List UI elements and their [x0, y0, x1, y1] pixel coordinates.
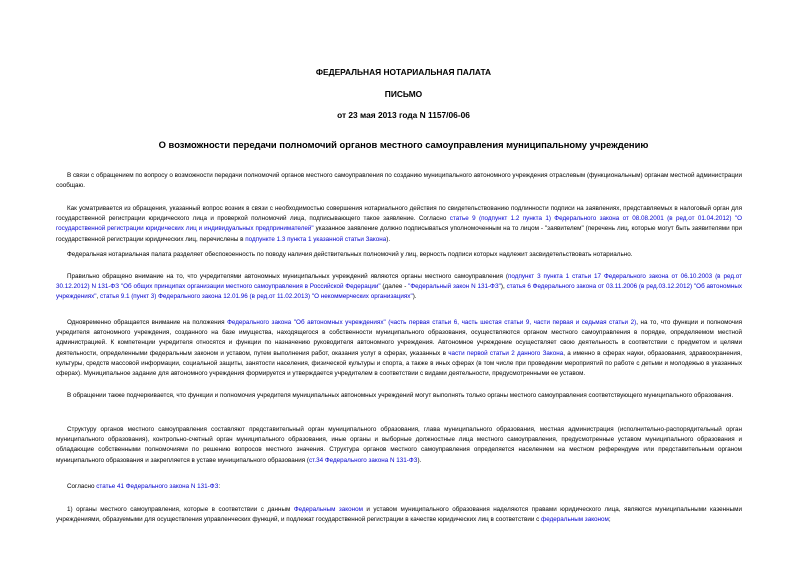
paragraph-text: :	[218, 483, 221, 490]
paragraph	[56, 505, 742, 525]
paragraph-text: ).	[386, 235, 391, 243]
document-subject: О возможности передачи полномочий органов местного самоуправления муниципальному учреждению	[158, 139, 649, 150]
paragraph-text: , на то, что функции и полномочия учредителя автономного учреждения, созданного на базе имущества, находящегося в собственности муниципального образования, осуществляются органом местного самоуправления в порядке, определяемом местной администрацией. К компетенции учредителя относятся и функции по назначению руководителя автономного учреждения. Автономное учреждение осуществляет свою деятельность в соответствии с предметом и целями деятельности, определенными федеральным законом и уставом, путем выполнения работ, оказания услуг в сферах, указанных в	[56, 319, 742, 357]
law-reference-link[interactable]: статье 41 Федерального закона N 131-ФЗ	[96, 483, 219, 490]
paragraph-text: и уставом муниципального образования наделяются правами юридического лица, являются муниципальными казенными учреждениями, образуемыми для осуществления управленческих функций, и подлежат государственной регистрации в качестве юридических лиц в соответствии с	[56, 506, 742, 524]
paragraph-text: Федеральная нотариальная палата разделяет обеспокоенность по поводу наличия действительных полномочий у лиц, верность подписи которых надлежит засвидетельствовать нотариально.	[67, 251, 633, 258]
paragraph-text: ).	[412, 293, 417, 301]
paragraph-text: В связи с обращением по вопросу о возможности передачи полномочий органов местного самоуправления по созданию муниципального автономного учреждения отраслевым (функциональным) органам местной администрации сообщаю.	[56, 172, 742, 190]
paragraph-text: ,	[96, 293, 101, 301]
law-reference-link[interactable]: Федеральным законом	[293, 506, 363, 513]
paragraph-text: ;	[608, 516, 611, 524]
law-reference-link[interactable]: федеральным законом	[541, 516, 609, 524]
organization-title: ФЕДЕРАЛЬНАЯ НОТАРИАЛЬНАЯ ПАЛАТА	[315, 67, 492, 77]
law-reference-link[interactable]: Федерального закона "Об автономных учреждениях" (часть первая статьи 6, часть шестая статьи 9, части первая и седьмая статьи 2)	[227, 319, 637, 326]
paragraph	[56, 250, 742, 260]
law-reference-link[interactable]: ст.34 Федерального закона N 131-ФЗ	[309, 456, 418, 464]
law-reference-link[interactable]: статья 9.1 (пункт 3) Федерального закона 12.01.96 (в ред.от 11.02.2013) "О некоммерческих организациях"	[100, 293, 413, 301]
law-reference-link[interactable]: подпункт 3 пункта 1 статьи 17 Федерального закона от 06.10.2003 (в ред.от 30.12.2012) N 131-ФЗ "Об общих принципах организации местного самоуправления в Российской Федерации"	[56, 273, 742, 291]
law-reference-link[interactable]: статье 9 (подпункт 1.2 пункта 1) Федерального закона от 08.08.2001 (в ред.от 01.04.2012) "О государственной регистрации юридических лиц и индивидуальных предпринимателей"	[56, 215, 742, 233]
paragraph-text: Правильно обращено внимание на то, что учредителями автономных муниципальных учреждений являются органы местного самоуправления (	[67, 273, 508, 280]
paragraph	[56, 318, 742, 379]
paragraph-text: Как усматривается из обращения, указанный вопрос возник в связи с необходимостью совершения нотариального действия по свидетельствованию подлинности подписи на заявлениях, представляемых в налоговый орган для государственной регистрации юридического лица и проверкой полномочий лица, подписывающего такое заявление. Согласно	[56, 205, 742, 223]
paragraph-text: (далее -	[380, 283, 409, 291]
document-date-number: от 23 мая 2013 года N 1157/06-06	[337, 110, 470, 120]
paragraph-text: указанное заявление должно подписываться уполномоченным на то лицом - "заявителем" (перечень лиц, которые могут быть заявителями при государственной регистрации юридических лиц, перечислены в	[56, 225, 742, 243]
law-reference-link[interactable]: подпункте 1.3 пункта 1 указанной статьи Закона	[245, 235, 387, 243]
paragraph-text: В обращении также подчеркивается, что функции и полномочия учредителя муниципальных автономных учреждений могут выполнять только органы местного самоуправления соответствующего муниципального образования.	[67, 392, 734, 399]
paragraph-text: ).	[417, 456, 422, 464]
document-type: ПИСЬМО	[384, 89, 423, 99]
paragraph	[56, 171, 742, 191]
paragraph	[56, 204, 742, 245]
law-reference-link[interactable]: "Федеральный закон N 131-ФЗ"	[408, 283, 501, 291]
paragraph-text: ),	[500, 283, 507, 291]
paragraph-text: , а именно в сферах науки, образования, здравоохранения, культуры, средств массовой информации, социальной защиты, занятости населения, физической культуры и спорта, а также в иных сферах (в том числе при проведении мероприятий по работе с детьми и молодежью в указанных сферах). Муниципальное задание для автономного учреждения формируется и утверждается учредителем в соответствии с видами деятельности, предусмотренными ее уставом.	[56, 349, 742, 378]
paragraph	[56, 425, 742, 466]
paragraph	[56, 391, 742, 401]
paragraph	[56, 272, 742, 303]
paragraph-text: Согласно	[67, 483, 97, 490]
paragraph-text: 1) органы местного самоуправления, которые в соответствии с данным	[67, 506, 294, 513]
law-reference-link[interactable]: статья 6 Федерального закона от 03.11.2006 (в ред.03.12.2012) "Об автономных учреждениях"	[56, 283, 742, 301]
law-reference-link[interactable]: части первой статьи 2 данного Закона	[448, 349, 564, 357]
paragraph	[56, 482, 742, 492]
paragraph-text: Одновременно обращается внимание на положения	[67, 319, 228, 326]
paragraph-text: Структуру органов местного самоуправления составляют представительный орган муниципального образования, глава муниципального образования, местная администрация (исполнительно-распорядительный орган муниципального образования), контрольно-счетный орган муниципального образования, иные органы и выборные должностные лица местного самоуправления, предусмотренные уставом муниципального образования и обладающие собственными полномочиями по решению вопросов местного значения. Структура органов местного самоуправления определяется населением на местном референдуме или представительным органом муниципального образования и закрепляется в уставе муниципального образования (	[56, 426, 742, 464]
